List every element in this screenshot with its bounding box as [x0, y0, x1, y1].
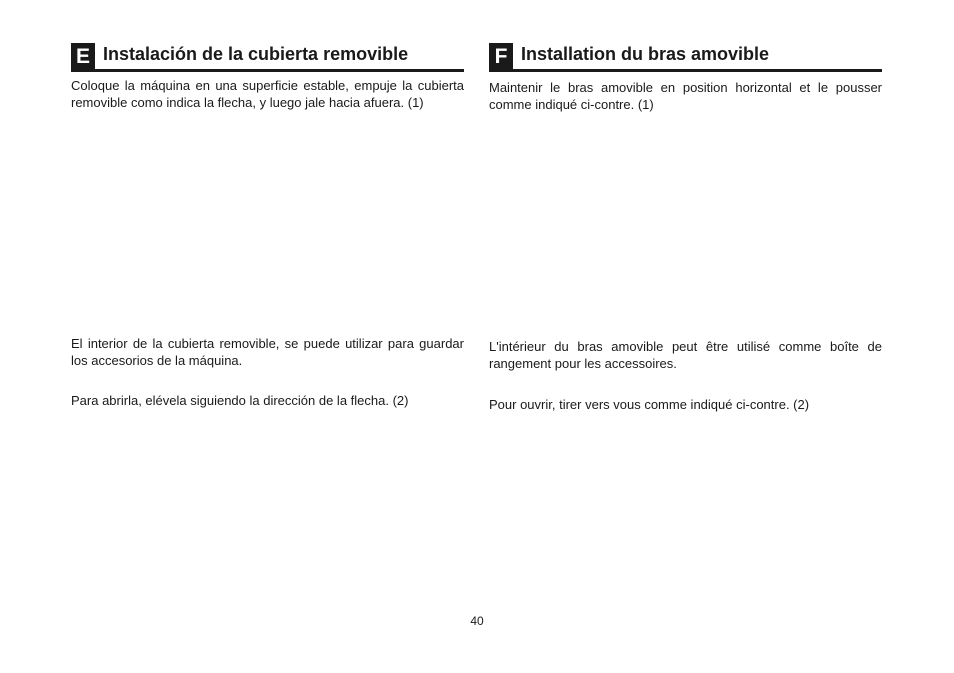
section-title-spanish: Instalación de la cubierta removible	[103, 44, 409, 64]
section-heading-french	[489, 41, 882, 72]
language-badge-e: E	[71, 43, 95, 69]
page-number: 40	[470, 614, 484, 628]
paragraph-open-french: Pour ouvrir, tirer vers vous comme indiqué ci-contre. (2)	[489, 397, 810, 412]
section-heading-spanish	[71, 41, 464, 72]
paragraph-storage-french: L'intérieur du bras amovible peut être utilisé comme boîte de rangement pour les accessoires.	[489, 339, 882, 371]
paragraph-install-french: Maintenir le bras amovible en position horizontal et le pousser comme indiqué ci-contre. (1)	[489, 80, 882, 112]
paragraph-install-spanish: Coloque la máquina en una superficie estable, empuje la cubierta removible como indica la flecha, y luego jale hacia afuera. (1)	[71, 78, 464, 110]
paragraph-open-spanish: Para abrirla, elévela siguiendo la dirección de la flecha. (2)	[71, 393, 409, 408]
paragraph-storage-spanish: El interior de la cubierta removible, se puede utilizar para guardar los accesorios de la máquina.	[71, 336, 464, 368]
language-badge-f: F	[489, 43, 513, 69]
section-french	[489, 41, 882, 412]
section-spanish	[71, 41, 464, 408]
section-title-french: Installation du bras amovible	[521, 44, 770, 64]
